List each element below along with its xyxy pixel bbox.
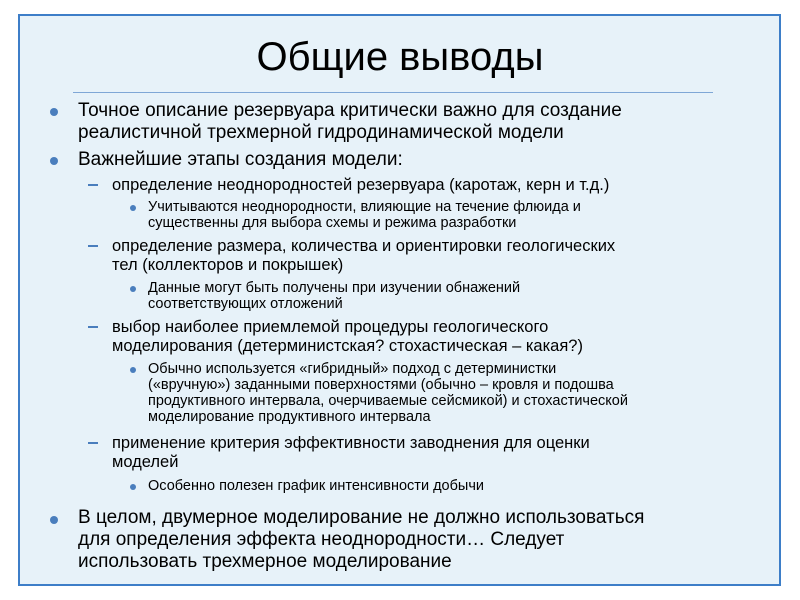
dash-bullet-icon xyxy=(88,245,98,247)
bullet-text-line: Важнейшие этапы создания модели: xyxy=(78,149,403,170)
dash-bullet-icon xyxy=(88,326,98,328)
sub-sub-bullet-text-line: моделирование продуктивного интервала xyxy=(148,409,431,425)
sub-sub-bullet-text-line: соответствующих отложений xyxy=(148,296,343,312)
dash-bullet-icon xyxy=(88,184,98,186)
bullet-text-line: В целом, двумерное моделирование не должно использоваться xyxy=(78,507,645,528)
sub-bullet-text-line: моделирования (детерминистская? стохастическая – какая?) xyxy=(112,337,583,355)
bullet-text-line: реалистичной трехмерной гидродинамической модели xyxy=(78,122,564,143)
bullet-icon xyxy=(50,157,58,165)
sub-sub-bullet-text-line: Особенно полезен график интенсивности добычи xyxy=(148,478,484,494)
sub-bullet-text-line: выбор наиболее приемлемой процедуры геологического xyxy=(112,318,549,336)
small-bullet-icon xyxy=(130,205,136,211)
sub-sub-bullet-text-line: продуктивного интервала, очерчиваемые сейсмикой) и стохастической xyxy=(148,393,628,409)
sub-sub-bullet-text-line: существенны для выбора схемы и режима разработки xyxy=(148,215,517,231)
sub-sub-bullet-text-line: Обычно используется «гибридный» подход с детерминистки xyxy=(148,361,557,377)
small-bullet-icon xyxy=(130,286,136,292)
small-bullet-icon xyxy=(130,484,136,490)
sub-bullet-text-line: определение неоднородностей резервуара (каротаж, керн и т.д.) xyxy=(112,176,610,194)
sub-bullet-text-line: применение критерия эффективности заводнения для оценки xyxy=(112,434,590,452)
sub-sub-bullet-text-line: («вручную») заданными поверхностями (обычно – кровля и подошва xyxy=(148,377,614,393)
small-bullet-icon xyxy=(130,367,136,373)
bullet-text-line: для определения эффекта неоднородности… Следует xyxy=(78,529,565,550)
sub-sub-bullet-text-line: Учитываются неоднородности, влияющие на течение флюида и xyxy=(148,199,581,215)
sub-sub-bullet-text-line: Данные могут быть получены при изучении обнажений xyxy=(148,280,521,296)
bullet-icon xyxy=(50,516,58,524)
sub-bullet-text-line: моделей xyxy=(112,453,179,471)
slide-title: Общие выводы xyxy=(256,35,544,79)
bullet-text-line: Точное описание резервуара критически важно для создание xyxy=(78,100,622,121)
sub-bullet-text-line: определение размера, количества и ориентировки геологических xyxy=(112,237,616,255)
bullet-icon xyxy=(50,108,58,116)
dash-bullet-icon xyxy=(88,442,98,444)
bullet-text-line: использовать трехмерное моделирование xyxy=(78,551,452,572)
sub-bullet-text-line: тел (коллекторов и покрышек) xyxy=(112,256,344,274)
